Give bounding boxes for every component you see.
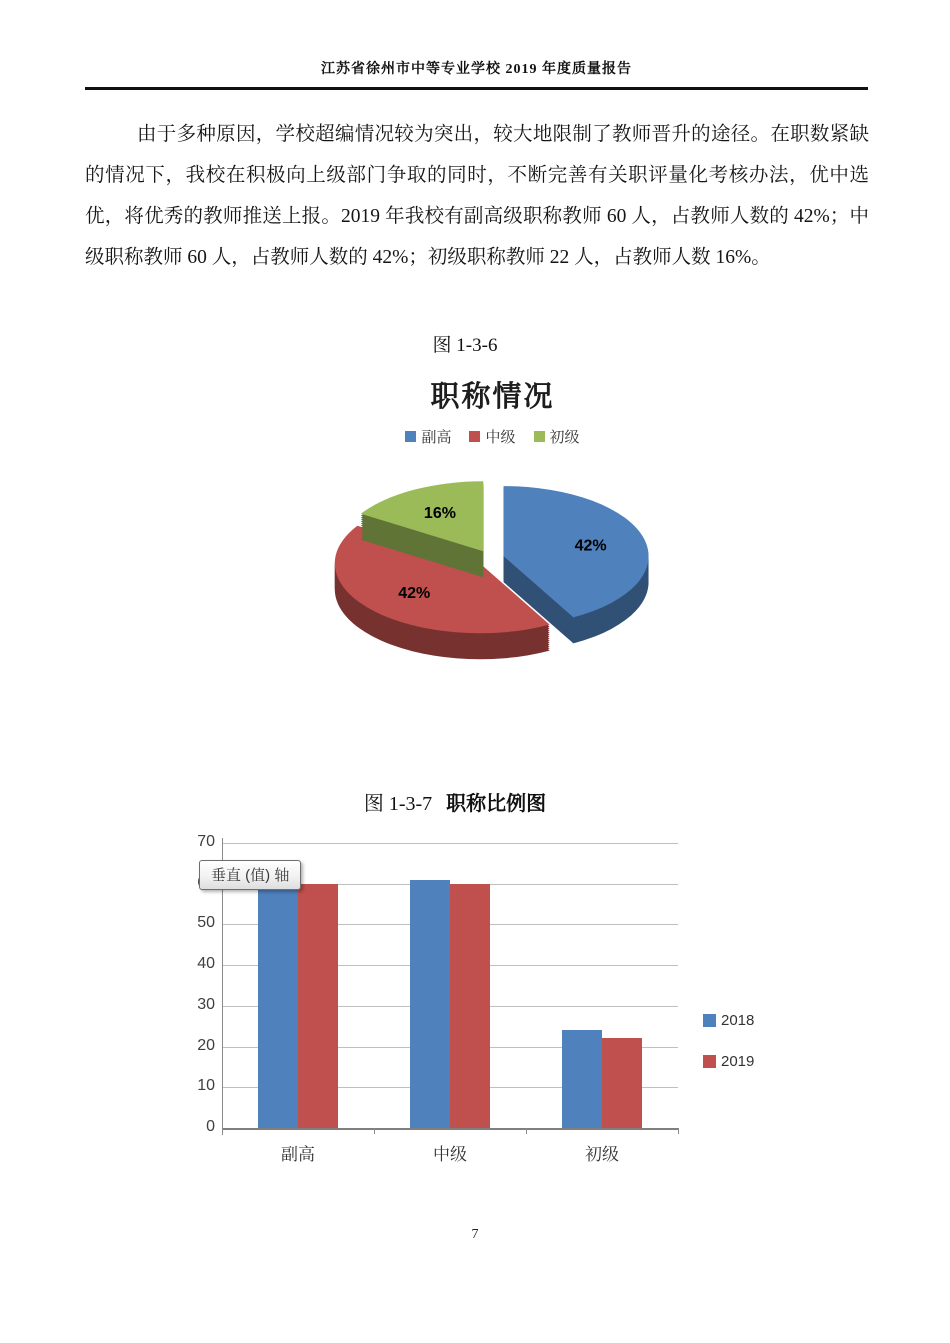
pie-chart-legend bbox=[205, 426, 780, 447]
bar-2019-副高 bbox=[298, 884, 338, 1128]
figure-1-3-7-caption bbox=[85, 787, 825, 816]
figure-1-3-6-caption: 图 1-3-6 bbox=[432, 335, 498, 356]
bar-2018-中级 bbox=[410, 880, 450, 1128]
legend-swatch-blue bbox=[405, 431, 416, 442]
page-number: 7 bbox=[471, 1227, 479, 1242]
x-axis-label-初级: 初级 bbox=[585, 1145, 619, 1164]
bar-2018-初级 bbox=[562, 1030, 602, 1128]
pie-legend-item-zhongji bbox=[469, 426, 515, 447]
legend-swatch-2019 bbox=[703, 1055, 716, 1068]
pie-chart-title: 职称情况 bbox=[430, 381, 555, 413]
legend-swatch-green bbox=[534, 431, 545, 442]
y-axis-label-20: 20 bbox=[197, 1036, 215, 1054]
bar-legend-label: 2018 bbox=[721, 1012, 755, 1029]
y-axis-label-70: 70 bbox=[197, 833, 215, 850]
x-axis-label-副高: 副高 bbox=[281, 1145, 315, 1164]
page-header-title: 江苏省徐州市中等专业学校 2019 年度质量报告 bbox=[321, 62, 632, 77]
pie-legend-label: 副高 bbox=[421, 429, 452, 446]
bar-chart[interactable] bbox=[185, 830, 770, 1175]
axis-tooltip: 垂直 (值) 轴 bbox=[199, 860, 301, 890]
pie-data-label-初级: 16% bbox=[423, 505, 456, 523]
pie-data-label-中级: 42% bbox=[398, 584, 431, 602]
pie-3d-graphic bbox=[300, 460, 680, 690]
x-axis-tick bbox=[374, 1128, 375, 1134]
x-axis-tick bbox=[678, 1128, 679, 1134]
body-paragraph: 由于多种原因，学校超编情况较为突出，较大地限制了教师晋升的途径。在职数紧缺的情况下，我校在积极向上级部门争取的同时，不断完善有关职评量化考核办法，优中选优，将优秀的教师推送上报。2019 年我校有副高级职称教师 60 人，占教师人数的 42%；中级职称教师 60 人，占教师人数的 42%；初级职称教师 22 人，占教师人数 16%。 bbox=[85, 124, 869, 268]
pie-chart[interactable] bbox=[205, 374, 780, 704]
y-axis-label-30: 30 bbox=[197, 995, 215, 1013]
figure-caption-title: 职称比例图 bbox=[446, 793, 547, 815]
legend-swatch-2018 bbox=[703, 1014, 716, 1027]
bar-2019-初级 bbox=[602, 1038, 642, 1128]
pie-legend-label: 中级 bbox=[485, 429, 516, 446]
x-axis-line bbox=[222, 1128, 678, 1130]
x-axis-tick bbox=[526, 1128, 527, 1134]
pie-legend-label: 初级 bbox=[549, 429, 580, 446]
pie-legend-item-chuji bbox=[534, 426, 580, 447]
pie-data-label-副高: 42% bbox=[574, 537, 607, 555]
x-axis-label-中级: 中级 bbox=[433, 1145, 467, 1164]
y-axis-label-40: 40 bbox=[197, 955, 215, 973]
bar-legend-item-2018 bbox=[703, 1012, 754, 1029]
y-axis-label-10: 10 bbox=[197, 1077, 215, 1095]
bar-chart-legend bbox=[703, 1012, 754, 1070]
figure-caption-prefix: 图 1-3-7 bbox=[363, 793, 433, 815]
x-axis-tick bbox=[222, 1128, 223, 1134]
y-axis-label-50: 50 bbox=[197, 914, 215, 932]
bar-2019-中级 bbox=[450, 884, 490, 1128]
legend-swatch-red bbox=[469, 431, 480, 442]
gridline-70 bbox=[222, 843, 678, 844]
pie-legend-item-fugao bbox=[405, 426, 451, 447]
bar-2018-副高 bbox=[258, 867, 298, 1128]
header-rule bbox=[85, 87, 868, 90]
bar-legend-label: 2019 bbox=[721, 1053, 755, 1070]
y-axis-label-0: 0 bbox=[206, 1118, 215, 1135]
bar-legend-item-2019 bbox=[703, 1053, 754, 1070]
